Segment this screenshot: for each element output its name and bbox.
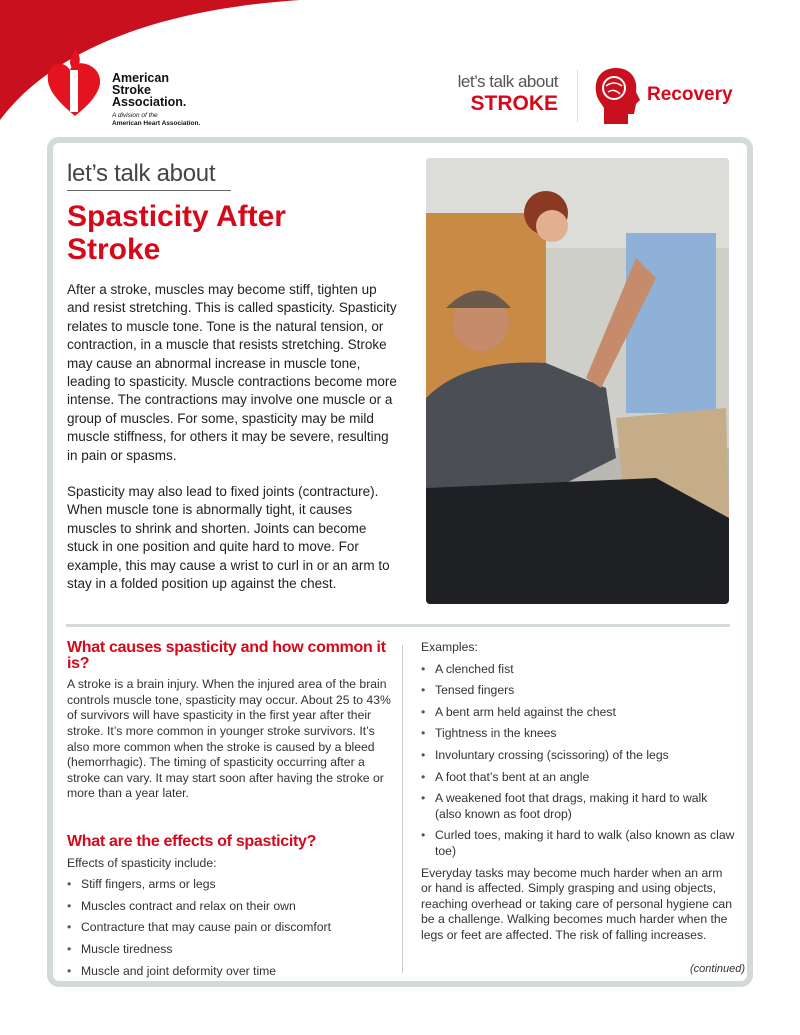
intro-text <box>67 281 397 612</box>
list-item: • Muscle tiredness <box>67 942 397 958</box>
section-label: Recovery <box>647 84 733 105</box>
section-divider <box>66 624 730 627</box>
examples-intro: Examples: <box>421 640 478 654</box>
examples-list <box>421 662 736 860</box>
therapy-photo <box>426 158 729 604</box>
left-column <box>67 640 397 985</box>
intro-paragraph: Spasticity may also lead to fixed joints (contracture). When muscle tone is abnormally tight, it causes muscles to shrink and shorten. Joints can become stuck in one position and quite hard to move. For example, this may cause a wrist to curl in or an arm to stay in a folded position up against the chest. <box>67 484 390 592</box>
right-column <box>421 640 736 944</box>
effects-heading: What are the effects of spasticity? <box>67 832 317 850</box>
kicker: let’s talk about <box>67 160 231 191</box>
org-sub-2: American Heart Association. <box>112 120 201 127</box>
list-item: • Muscles contract and relax on their own <box>67 899 397 915</box>
list-item: • Tensed fingers <box>421 683 736 699</box>
brain-head-icon <box>594 66 640 126</box>
brand-top: let’s talk about <box>457 72 558 91</box>
column-divider <box>402 645 403 973</box>
list-item: • Muscle and joint deformity over time <box>67 964 397 980</box>
brand-divider <box>577 70 578 122</box>
org-sub-1: A division of the <box>112 112 158 119</box>
intro-paragraph: After a stroke, muscles may become stiff, tighten up and resist stretching. This is called spasticity. Spasticity relates to muscle tone. Tone is the natural tension, or contraction, in a muscle that resists stretching. Stroke may cause an abnormal increase in muscle tone, leading to spasticity. Muscle contractions become more intense. The contractions may involve one muscle or a group of muscles. For some, spasticity may be mild muscle stiffness, for others it may be severe, resulting in pain or spasms. <box>67 282 397 463</box>
list-item: • Tightness in the knees <box>421 726 736 742</box>
list-item: • A foot that’s bent at an angle <box>421 770 736 786</box>
org-name-1: American <box>112 71 169 85</box>
org-name-3: Association. <box>112 95 187 109</box>
org-name-2: Stroke <box>112 83 151 97</box>
list-item: • Stiff fingers, arms or legs <box>67 877 397 893</box>
list-item: • Contracture that may cause pain or discomfort <box>67 920 397 936</box>
list-item: • A clenched fist <box>421 662 736 678</box>
list-item: • A weakened foot that drags, making it hard to walk (also known as foot drop) <box>421 791 736 822</box>
effects-list <box>67 877 397 979</box>
page-title: Spasticity After Stroke <box>67 200 286 266</box>
causes-body: A stroke is a brain injury. When the injured area of the brain controls muscle tone, spasticity may occur. About 25 to 43% of survivors will have spasticity in the first year after their stroke. It’s more common in younger stroke survivors. It’s also more common when the stroke is caused by a bleed (hemorrhagic). The timing of spasticity occurring after a stroke can vary. It may start soon after having the stroke or more than a year later. <box>67 677 391 801</box>
causes-heading: What causes spasticity and how common it is? <box>67 639 386 672</box>
brand-bottom: STROKE <box>470 92 558 115</box>
examples-closing: Everyday tasks may become much harder when an arm or hand is affected. Simply grasping and using objects, reaching overhead or taking care of personal hygiene can be a challenge. Walking becomes much harder when the legs or feet are affected. The risk of falling increases. <box>421 865 732 942</box>
list-item: • Involuntary crossing (scissoring) of the legs <box>421 748 736 764</box>
heart-torch-icon <box>46 48 104 118</box>
asa-logo[interactable] <box>46 48 200 128</box>
continued-note: (continued) <box>690 963 746 975</box>
list-item: • Curled toes, making it hard to walk (also known as claw toe) <box>421 828 736 859</box>
effects-intro: Effects of spasticity include: <box>67 855 217 870</box>
list-item: • A bent arm held against the chest <box>421 705 736 721</box>
lets-talk-brand <box>440 72 558 116</box>
